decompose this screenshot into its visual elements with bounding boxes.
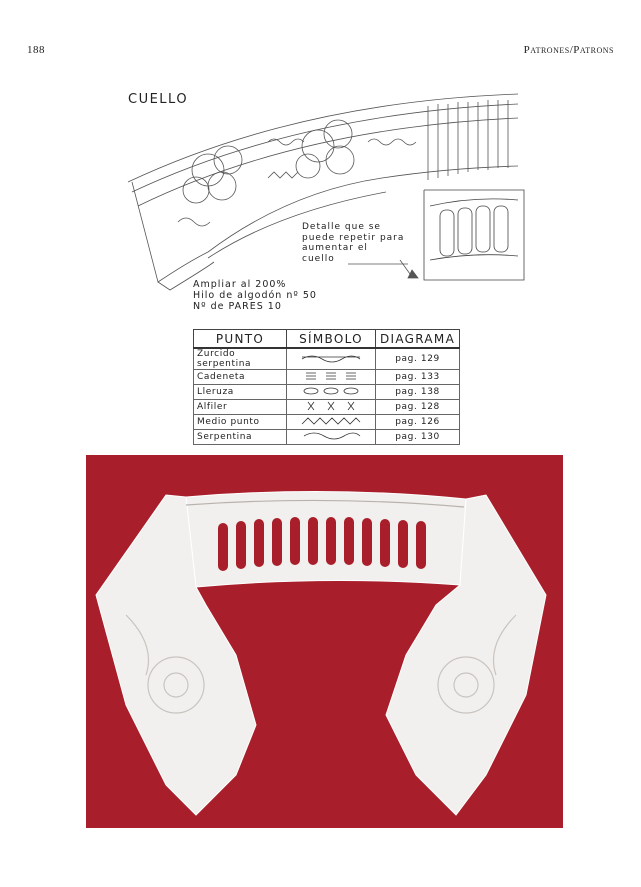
- diagram-page-ref: pag. 133: [376, 370, 460, 385]
- stitch-name: Alfiler: [194, 400, 287, 415]
- note-line: aumentar el: [302, 243, 368, 253]
- spec-line: Ampliar al 200%: [193, 279, 287, 290]
- diagram-note: [302, 222, 412, 264]
- table-row: [194, 370, 460, 385]
- page-number: 188: [27, 44, 45, 56]
- triple-bar-symbol: [300, 371, 362, 381]
- stitch-symbol: [287, 370, 376, 385]
- stitch-symbol: [287, 430, 376, 445]
- stitch-name: Serpentina: [194, 430, 287, 445]
- serpentine-weave-symbol: [300, 353, 362, 363]
- diagram-page-ref: pag. 128: [376, 400, 460, 415]
- column-header-diagrama: DIAGRAMA: [376, 330, 460, 349]
- pattern-specs: [193, 279, 317, 312]
- column-header-punto: PUNTO: [194, 330, 287, 349]
- column-header-simbolo: SÍMBOLO: [287, 330, 376, 349]
- stitch-symbol: [287, 385, 376, 400]
- table-row: [194, 415, 460, 430]
- stitch-name: Lleruza: [194, 385, 287, 400]
- stitch-symbol: [287, 400, 376, 415]
- running-title: Patrones/Patrons: [523, 44, 614, 56]
- note-line: Detalle que se: [302, 222, 381, 232]
- diagram-page-ref: pag. 126: [376, 415, 460, 430]
- table-row: [194, 400, 460, 415]
- collar-pattern-diagram: [118, 82, 528, 322]
- table-row: [194, 430, 460, 445]
- diagram-page-ref: pag. 129: [376, 348, 460, 370]
- note-line: cuello: [302, 253, 335, 264]
- spec-line: Nº de PARES 10: [193, 301, 282, 312]
- stitch-name: Medio punto: [194, 415, 287, 430]
- zigzag-symbol: [300, 416, 362, 426]
- wave-symbol: [300, 431, 362, 441]
- stitch-name: Zurcido serpentina: [194, 348, 287, 370]
- stitch-name: Cadeneta: [194, 370, 287, 385]
- diagram-page-ref: pag. 138: [376, 385, 460, 400]
- table-row: [194, 385, 460, 400]
- stitch-symbol: [287, 348, 376, 370]
- spec-line: Hilo de algodón nº 50: [193, 290, 317, 301]
- cross-symbol: [300, 401, 362, 411]
- stitch-legend-table: [193, 329, 460, 445]
- diagram-title: CUELLO: [128, 92, 189, 107]
- note-line: puede repetir para: [302, 232, 405, 243]
- stitch-symbol: [287, 415, 376, 430]
- lace-collar-photo: [86, 455, 563, 828]
- oval-symbol: [300, 386, 362, 396]
- table-row: [194, 348, 460, 370]
- diagram-page-ref: pag. 130: [376, 430, 460, 445]
